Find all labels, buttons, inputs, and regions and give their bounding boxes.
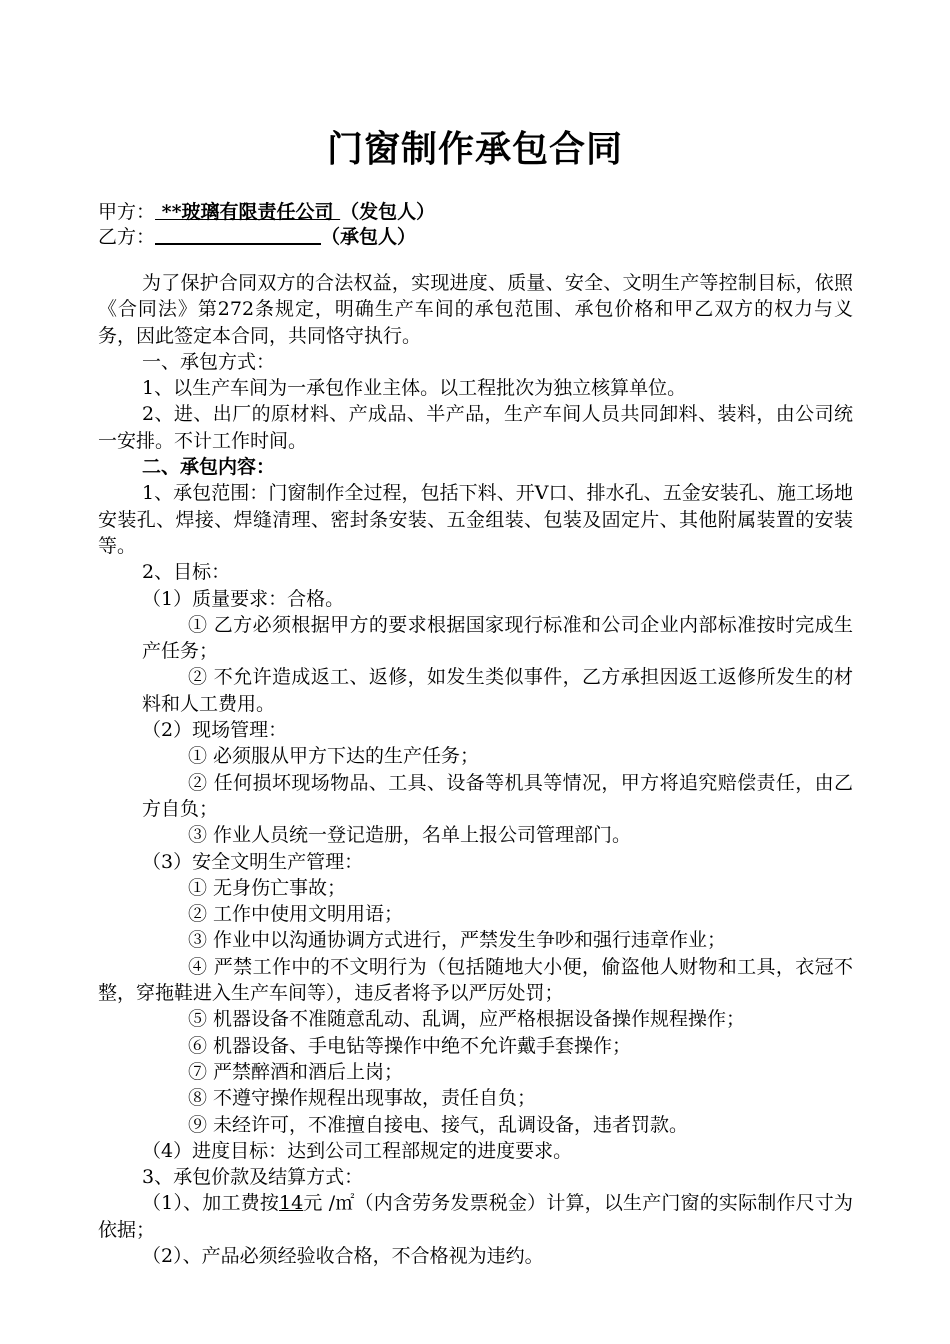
payment-item-1-pre: （1）、加工费按 [142,1192,280,1215]
party-a-label: 甲方： [98,201,156,223]
quality-item-1: ① 乙方必须根据甲方的要求根据国家现行标准和公司企业内部标准按时完成生产任务； [142,613,853,663]
section-3-heading: 3、承包价款及结算方式： [142,1166,364,1189]
section-1-item-2: 2、进、出厂的原材料、产成品、半产品，生产车间人员共同卸料、装料，由公司统一安排。不计工作时间。 [98,403,853,452]
safety-item-9: ⑨ 未经许可，不准擅自接电、接气，乱调设备，违者罚款。 [188,1113,689,1136]
safety-item-7: ⑦ 严禁醉酒和酒后上岗； [188,1060,404,1083]
section-2-goals: 2、目标： [142,561,231,584]
safety-item-6: ⑥ 机器设备、手电钻等操作中绝不允许戴手套操作； [188,1034,632,1057]
contract-body [98,270,853,1269]
quality-item-2: ② 不允许造成返工、返修，如发生类似事件，乙方承担因返工返修所发生的材料和人工费用。 [142,666,853,715]
quality-heading: （1）质量要求：合格。 [142,587,345,610]
party-a-line [98,200,435,224]
section-2-heading: 二、承包内容： [142,456,276,479]
progress-heading: （4）进度目标：达到公司工程部规定的进度要求。 [142,1139,573,1162]
party-b-label: 乙方： [98,226,156,248]
safety-item-5: ⑤ 机器设备不准随意乱动、乱调，应严格根据设备操作规程操作； [188,1008,746,1031]
safety-item-3: ③ 作业中以沟通协调方式进行，严禁发生争吵和强行违章作业； [188,929,727,952]
section-1-heading: 一、承包方式： [142,350,276,373]
section-2-scope: 1、承包范围：门窗制作全过程，包括下料、开V口、排水孔、五金安装孔、施工场地安装孔、焊接、焊缝清理、密封条安装、五金组装、包装及固定片、其他附属装置的安装等。 [98,482,853,557]
site-item-2: ② 任何损坏现场物品、工具、设备等机具等情况，甲方将追究赔偿责任，由乙方自负； [142,771,853,820]
safety-item-8: ⑧ 不遵守操作规程出现事故，责任自负； [188,1087,537,1110]
unit-price: 14 [279,1192,304,1215]
site-management-heading: （2）现场管理： [142,719,288,742]
party-a-name: **玻璃有限责任公司 [155,201,341,223]
document-title: 门窗制作承包合同 [326,129,623,170]
party-b-line [98,225,416,249]
party-b-role: （承包人） [321,226,417,248]
site-item-1: ① 必须服从甲方下达的生产任务； [188,745,480,768]
payment-item-1 [98,1190,853,1243]
payment-item-1-post: 元 /㎡（内含劳务发票税金）计算，以生产门窗的实际制作尺寸为依据； [98,1192,853,1241]
payment-item-2: （2）、产品必须经验收合格，不合格视为违约。 [142,1244,544,1267]
section-1-item-1: 1、以生产车间为一承包作业主体。以工程批次为独立核算单位。 [142,377,687,400]
safety-item-1: ① 无身伤亡事故； [188,876,347,899]
party-a-role: （发包人） [340,201,436,223]
site-item-3: ③ 作业人员统一登记造册，名单上报公司管理部门。 [188,824,632,847]
safety-heading: （3）安全文明生产管理： [142,850,364,873]
party-b-blank [155,225,321,245]
safety-item-2: ② 工作中使用文明用语； [188,903,404,926]
intro-paragraph: 为了保护合同双方的合法权益，实现进度、质量、安全、文明生产等控制目标，依照《合同法》第272条规定，明确生产车间的承包范围、承包价格和甲乙双方的权力与义务，因此签定本合同，共同恪守执行。 [98,272,853,347]
safety-item-4: ④ 严禁工作中的不文明行为（包括随地大小便，偷盗他人财物和工具，衣冠不整，穿拖鞋进入生产车间等），违反者将予以严厉处罚； [98,955,853,1005]
